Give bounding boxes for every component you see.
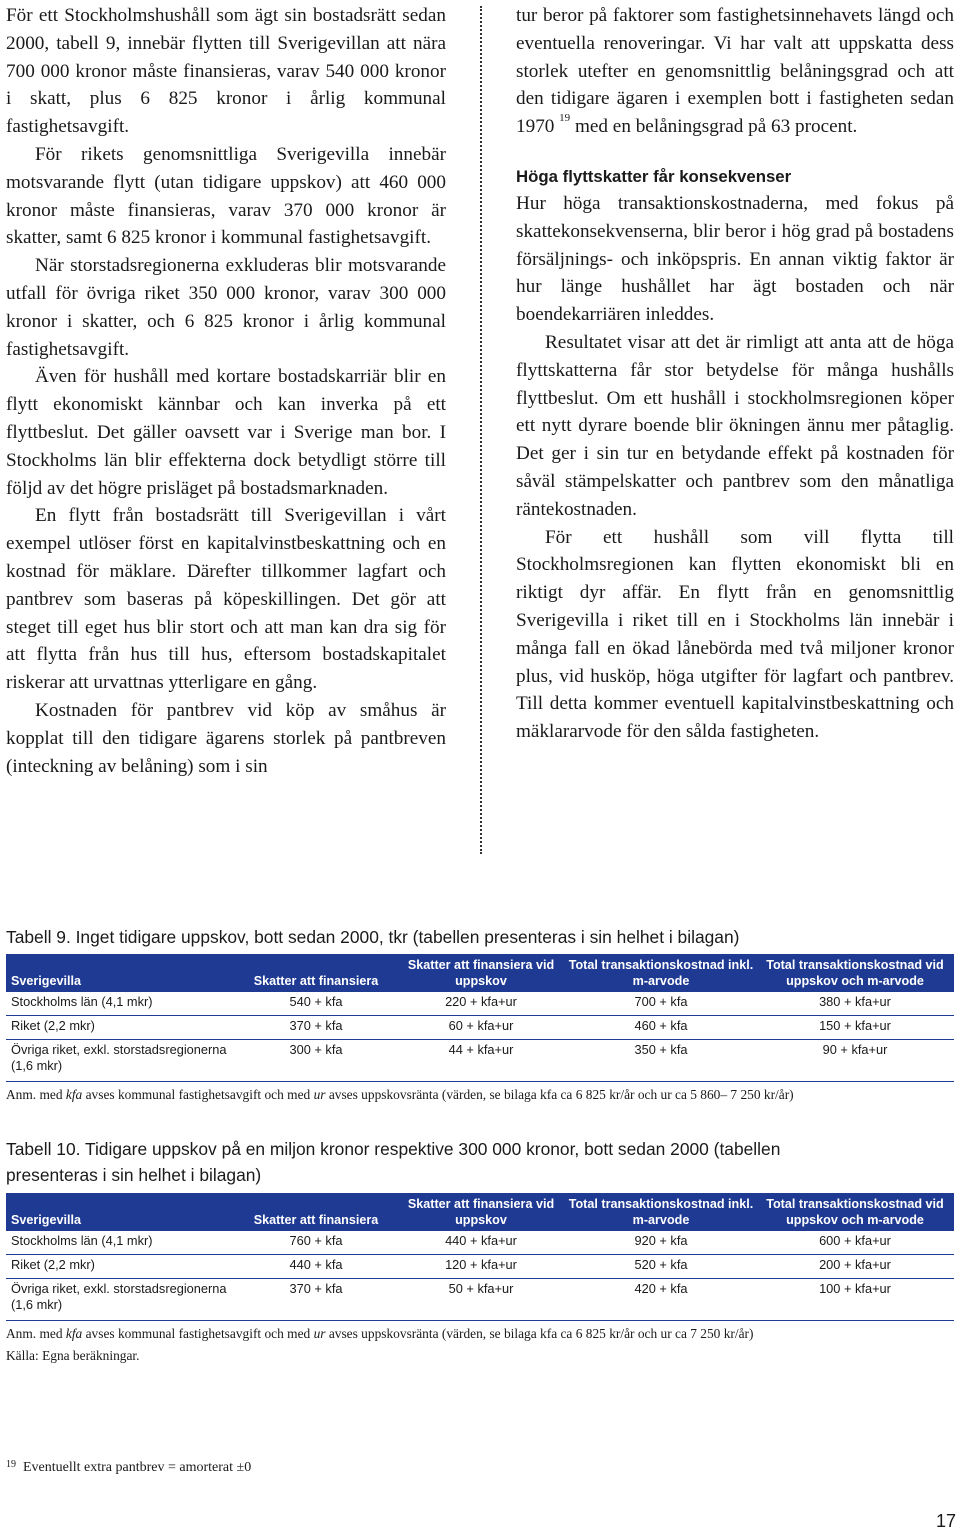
table-cell: 120 + kfa+ur [396,1255,566,1279]
note-text: avses uppskovsränta (värden, se bilaga kfa ca 6 825 kr/år och ur ca 7 250 kr/år) [325,1326,754,1341]
column-header: Sverigevilla [6,1193,236,1231]
table-cell: Riket (2,2 mkr) [6,1016,236,1040]
table-cell: 100 + kfa+ur [756,1279,954,1321]
note-text: kfa [65,1326,83,1341]
table-row [6,1040,954,1082]
table-cell: 600 + kfa+ur [756,1231,954,1255]
column-header: Total transaktionskostnad vid uppskov och m-arvode [756,1193,954,1231]
table-cell: 370 + kfa [236,1279,396,1321]
table-caption: Tabell 10. Tidigare uppskov på en miljon kronor respektive 300 000 kronor, bott sedan 2000 (tabellen presenteras i sin helhet i bilagan) [6,1139,781,1185]
paragraph: En flytt från bostadsrätt till Sverigevillan i vårt exempel utlöser först en kapitalvinstbeskattning och en kostnad för mäklare. Därefter tillkommer lagfart och pantbrev som baseras på köpeskillingen. Det gör att steget till eget hus blir stort och att man kan dra sig för att flytta från hus till hus, eftersom bostadskapitalet riskerar att urvattnas ytterligare en gång. [6,505,446,694]
footnote-reference: 19 [559,112,571,125]
table-cell: 220 + kfa+ur [396,992,566,1016]
paragraph-text: tur beror på faktorer som fastighetsinnehavets längd och eventuella renoveringar. Vi har valt att uppskatta dess storlek utefter en genomsnittlig belåningsgrad och att den tidigare ägaren i exemplen bott i fastigheten sedan 1970 [516,5,954,138]
table-row [6,1231,954,1255]
table-note [6,1325,960,1343]
paragraph: För ett Stockholmshushåll som ägt sin bostadsrätt sedan 2000, tabell 9, innebär flytten till Sverigevillan att nära 700 000 kronor måste finansieras, varav 540 000 kronor i skatt, plus 6 825 kronor i årlig kommunal fastighetsavgift. [6,5,446,138]
table-cell: 540 + kfa [236,992,396,1016]
table-cell: Riket (2,2 mkr) [6,1255,236,1279]
paragraph: Resultatet visar att det är rimligt att anta att de höga flyttskatterna får stor betydelse för många hushålls flyttbeslut. Om ett hushåll i stockholmsregionen köper ett nytt dyrare boende blir ökningen ännu mer påtaglig. Det ger i sin tur en betydande effekt på kostnaden för såväl stämpelskatter och pantbrev som den månatliga räntekostnaden. [516,331,954,520]
table-cell: 60 + kfa+ur [396,1016,566,1040]
table-cell: Övriga riket, exkl. storstadsregionerna (1,6 mkr) [6,1279,236,1321]
table-note [6,1086,960,1104]
table-header-row [6,1193,954,1231]
paragraph-text: med en belåningsgrad på 63 procent. [570,116,858,138]
table-row [6,992,954,1016]
column-header: Total transaktionskostnad inkl. m-arvode [566,954,756,992]
paragraph [516,2,954,141]
table-cell: 460 + kfa [566,1016,756,1040]
paragraph: Hur höga transaktionskostnaderna, med fokus på skattekonsekvenserna, blir beror i hög grad på bostadens försäljnings- och inköpspris. En annan viktig faktor är hur länge hushållet har ägt bostaden och när boendekarriären inleddes. [516,192,954,326]
table-cell: 150 + kfa+ur [756,1016,954,1040]
paragraph: För ett hushåll som vill flytta till Stockholmsregionen kan flytten ekonomiskt bli en riktigt dyr affär. En flytt från en genomsnittlig Sverigevilla i riket till en i Stockholms län innebär i många fall en ökad lånebörda med två miljoner kronor plus, vid husköp, höga utgifter för lagfart och pantbrev. Till detta kommer eventuell kapitalvinstbeskattning och mäklararvode för den sålda fastigheten. [516,526,954,743]
table-caption: Tabell 9. Inget tidigare uppskov, bott sedan 2000, tkr (tabellen presenteras i sin helhet i bilagan) [6,927,740,947]
note-text: avses uppskovsränta (värden, se bilaga kfa ca 6 825 kr/år och ur ca 5 860– 7 250 kr/år) [325,1087,794,1102]
table-row [6,1016,954,1040]
table-header-row [6,954,954,992]
footnote [6,1460,251,1476]
table-cell: Övriga riket, exkl. storstadsregionerna (1,6 mkr) [6,1040,236,1082]
table-cell: 370 + kfa [236,1016,396,1040]
note-text: Anm. med [6,1326,66,1341]
table-cell: 300 + kfa [236,1040,396,1082]
table-row [6,1279,954,1321]
table-source: Källa: Egna beräkningar. [6,1348,140,1363]
table-cell: Stockholms län (4,1 mkr) [6,1231,236,1255]
column-header: Skatter att finansiera [236,954,396,992]
page-number: 17 [935,1511,956,1531]
table-cell: 440 + kfa [236,1255,396,1279]
table-cell: 200 + kfa+ur [756,1255,954,1279]
table-cell: 44 + kfa+ur [396,1040,566,1082]
table-cell: 90 + kfa+ur [756,1040,954,1082]
column-divider [480,6,482,854]
table-row [6,1255,954,1279]
table-cell: 760 + kfa [236,1231,396,1255]
table-cell: 520 + kfa [566,1255,756,1279]
table-cell: 920 + kfa [566,1231,756,1255]
table-cell: 350 + kfa [566,1040,756,1082]
note-text: ur [313,1087,326,1102]
body-column-left [6,2,446,780]
column-header: Skatter att finansiera [236,1193,396,1231]
note-text: avses kommunal fastighetsavgift och med [82,1087,314,1102]
body-column-right [516,2,954,746]
footnote-text: Eventuellt extra pantbrev = amorterat ±0 [23,1460,252,1475]
table-cell: 380 + kfa+ur [756,992,954,1016]
paragraph: Även för hushåll med kortare bostadskarriär blir en flytt ekonomiskt kännbar och kan inverka på ett flyttbeslut. Det gäller oavsett var i Sverige man bor. I Stockholms län blir effekterna dock betydligt större till följd av det högre prisläget på bostadsmarknaden. [6,366,446,499]
column-header: Skatter att finansiera vid uppskov [396,954,566,992]
paragraph: Kostnaden för pantbrev vid köp av småhus är kopplat till den tidigare ägarens storlek på pantbreven (inteckning av belåning) som i sin [6,699,446,777]
paragraph: För rikets genomsnittliga Sverigevilla innebär motsvarande flytt (utan tidigare uppskov) att 460 000 kronor måste finansieras, varav 370 000 kronor är skatter, samt 6 825 kronor i kommunal fastighetsavgift. [6,143,446,249]
table-cell: 700 + kfa [566,992,756,1016]
table-cell: 50 + kfa+ur [396,1279,566,1321]
note-text: avses kommunal fastighetsavgift och med [82,1326,314,1341]
footnote-number: 19 [6,1459,16,1470]
table-cell: 440 + kfa+ur [396,1231,566,1255]
column-header: Skatter att finansiera vid uppskov [396,1193,566,1231]
section-heading: Höga flyttskatter får konsekvenser [516,166,792,186]
table-10 [6,1193,954,1321]
note-text: ur [313,1326,326,1341]
column-header: Total transaktionskostnad vid uppskov och m-arvode [756,954,954,992]
paragraph: När storstadsregionerna exkluderas blir motsvarande utfall för övriga riket 350 000 kronor, varav 300 000 kronor i skatter, och 6 825 kronor i årlig kommunal fastighetsavgift. [6,255,446,360]
table-cell: 420 + kfa [566,1279,756,1321]
table-9 [6,954,954,1082]
column-header: Sverigevilla [6,954,236,992]
note-text: Anm. med [6,1087,66,1102]
column-header: Total transaktionskostnad inkl. m-arvode [566,1193,756,1231]
note-text: kfa [65,1087,83,1102]
table-cell: Stockholms län (4,1 mkr) [6,992,236,1016]
